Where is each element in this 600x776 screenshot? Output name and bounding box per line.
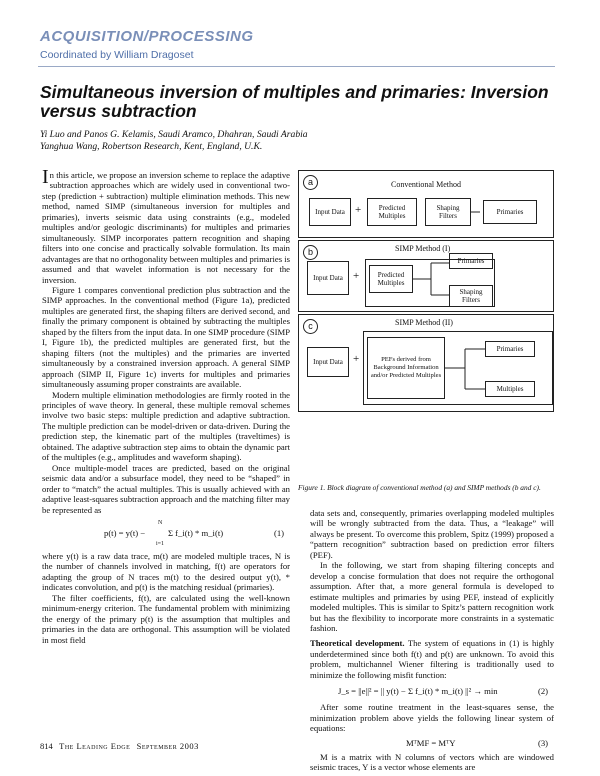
figure-panel-c [298, 314, 554, 412]
paragraph: The filter coefficients, f(t), are calculated using the well-known minimum-energy criterion. The fundamental problem with minimizing the energy of the primary p(t) is the assumption that multiples and primaries in the data are orthogonal. This assumption will be violated in most field [42, 592, 290, 645]
plus-sign: + [353, 270, 360, 282]
paragraph-intro: In this article, we propose an inversion scheme to replace the adaptive subtraction approaches which are widely used in conventional two-step (prediction + subtraction) multiple elimination methods. This new method, named SIMP (simultaneous inversion for multiples and primaries), inverts seismic data using constraints (e.g., modeled multiples and/or geologic discriminants) for multiples and primaries simultaneously. SIMP incorporates pattern recognition and shaping filters into one concise and practically solvable formulation. Its main advantages are that no orthogonality between multiples and primaries is assumed and that wavelet information is not necessary for the inversion. [42, 166, 290, 285]
panel-letter-b: b [303, 245, 318, 260]
equation-1-sum-bottom: i=1 [156, 540, 165, 547]
box-primaries: Primaries [483, 200, 537, 224]
box-predicted-multiples: Predicted Multiples [369, 265, 413, 293]
equation-3 [310, 734, 554, 752]
box-multiples: Multiples [485, 381, 535, 397]
equation-2 [310, 680, 554, 702]
panel-b-title: SIMP Method (I) [395, 244, 451, 253]
page-number: 814 [40, 741, 53, 751]
left-column [42, 166, 290, 645]
section-label: ACQUISITION/PROCESSING [40, 28, 254, 45]
header-divider [38, 66, 555, 67]
box-shaping-filters: Shaping Filters [425, 198, 471, 226]
plus-sign: + [355, 204, 362, 216]
equation-1 [42, 515, 290, 551]
equation-1-lhs: p(t) = y(t) − [104, 527, 146, 538]
journal-name: The Leading Edge [59, 741, 131, 751]
paragraph: After some routine treatment in the least-squares sense, the minimization problem above yields the following linear system of equations: [310, 702, 554, 734]
equation-2-number: (2) [538, 686, 549, 697]
panel-letter-c: c [303, 319, 318, 334]
paragraph: Figure 1 compares conventional prediction plus subtraction and the SIMP approaches. In the conventional method (Figure 1a), predicted multiples are generated first, the shaping filters are derived second, and finally the primary component is obtained by subtracting the multiples shaped by the filters from the input data. In one SIMP procedure (SIMP I, Figure 1b), the predicted multiples are generated first, but the shaping filters (not the multiples) and the primaries are inverted simultaneously by a constrained inversion approach. A general SIMP approach (SIMP II, Figure 1c) inverts for multiples and primaries simultaneously assuming proper constraints are available. [42, 284, 290, 390]
section-heading: Theoretical development. [310, 638, 405, 649]
box-input-data: Input Data [307, 261, 349, 295]
authors-line-2: Yanghua Wang, Robertson Research, Kent, England, U.K. [40, 141, 263, 152]
coordinator-line: Coordinated by William Dragoset [40, 49, 194, 61]
right-column [310, 508, 554, 773]
paragraph: Modern multiple elimination methodologies are firmly rooted in the principles of wave theory. In general, these multiple removal schemes involve two basic steps: multiple prediction and adaptive subtraction. The multiple prediction can be model-driven or data-driven. During the prediction step, the kinematic part of the multiples (traveltimes) is obtained. The adaptive subtraction step aims to obtain the dynamic part of the multiples (e.g., amplitudes and waveform shaping). [42, 389, 290, 463]
box-shaping-filters: Shaping Filters [449, 285, 493, 307]
panel-c-title: SIMP Method (II) [395, 318, 453, 327]
equation-1-number: (1) [274, 527, 285, 538]
equation-2-body: J_s = ||e||² = || y(t) − Σ f_i(t) * m_i(t) ||² → min [338, 686, 498, 697]
paragraph-theory: Theoretical development. The system of equations in (1) is highly underdetermined since both f(t) and p(t) are unknown. To avoid this problem, multichannel Wiener filtering is traditionally used to minimize the following misfit function: [310, 638, 555, 680]
authors-line-1: Yi Luo and Panos G. Kelamis, Saudi Aramco, Dhahran, Saudi Arabia [40, 129, 308, 140]
box-primaries: Primaries [449, 253, 493, 269]
equation-1-rhs: Σ f_i(t) * m_i(t) [168, 527, 224, 538]
paragraph: M is a matrix with N columns of vectors which are windowed seismic traces, Y is a vector whose elements are [310, 751, 554, 773]
paragraph: where y(t) is a raw data trace, m(t) are modeled multiple traces, N is the number of channels involved in matching, f(t) are operators for adapting the group of N traces m(t) to the desired output y(t), * indicates convolution, and p(t) is the matching residual (primaries). [42, 550, 290, 593]
equation-1-sum-top: N [158, 519, 163, 526]
equation-3-number: (3) [538, 737, 549, 748]
box-primaries: Primaries [485, 341, 535, 357]
page-footer [40, 741, 199, 751]
box-input-data: Input Data [307, 347, 349, 377]
box-input-data: Input Data [309, 198, 351, 226]
box-pefs: PEFs derived from Background Information and/or Predicted Multiples [367, 337, 445, 399]
figure-1 [298, 170, 554, 470]
drop-cap: I [42, 166, 49, 188]
figure-caption: Figure 1. Block diagram of conventional method (a) and SIMP methods (b and c). [298, 483, 541, 492]
figure-panel-a [298, 170, 554, 238]
issue-date: September 2003 [136, 741, 199, 751]
branch-lines [413, 253, 449, 303]
box-predicted-multiples: Predicted Multiples [367, 198, 417, 226]
equation-3-body: MᵀMF = MᵀY [406, 737, 456, 748]
paragraph: Once multiple-model traces are predicted, based on the original seismic data and/or a subsurface model, they need to be “shaped” in order to “match” the actual multiples. This is usually achieved with an adaptive least-squares subtraction approach and the matching filter may be represented as [42, 462, 290, 515]
panel-letter-a: a [303, 175, 318, 190]
paragraph: In the following, we start from shaping filtering concepts and develop a concise formulation that does not require the orthogonal assumption. After that, a more general formula is developed to estimate multiples and primaries by using PEF, instead of explicitly modeled multiples. This is similar to Spitz’s pattern recognition work but has the flexibility to incorporate more constraints in a systematic fashion. [310, 560, 554, 633]
branch-lines [445, 333, 485, 403]
plus-sign: + [353, 353, 360, 365]
article-title: Simultaneous inversion of multiples and primaries: Inversion versus subtraction [40, 82, 549, 121]
panel-a-title: Conventional Method [391, 180, 461, 189]
paragraph: data sets and, consequently, primaries overlapping modeled multiples will be wrongly subtracted from the data. Thus, a “leakage” will always be present. To overcome this problem, Spitz (1999) proposed a “pattern recognition” subtraction based on prediction error filters (PEF). [310, 508, 554, 560]
figure-panel-b [298, 240, 554, 312]
arrow-icon [471, 209, 481, 215]
